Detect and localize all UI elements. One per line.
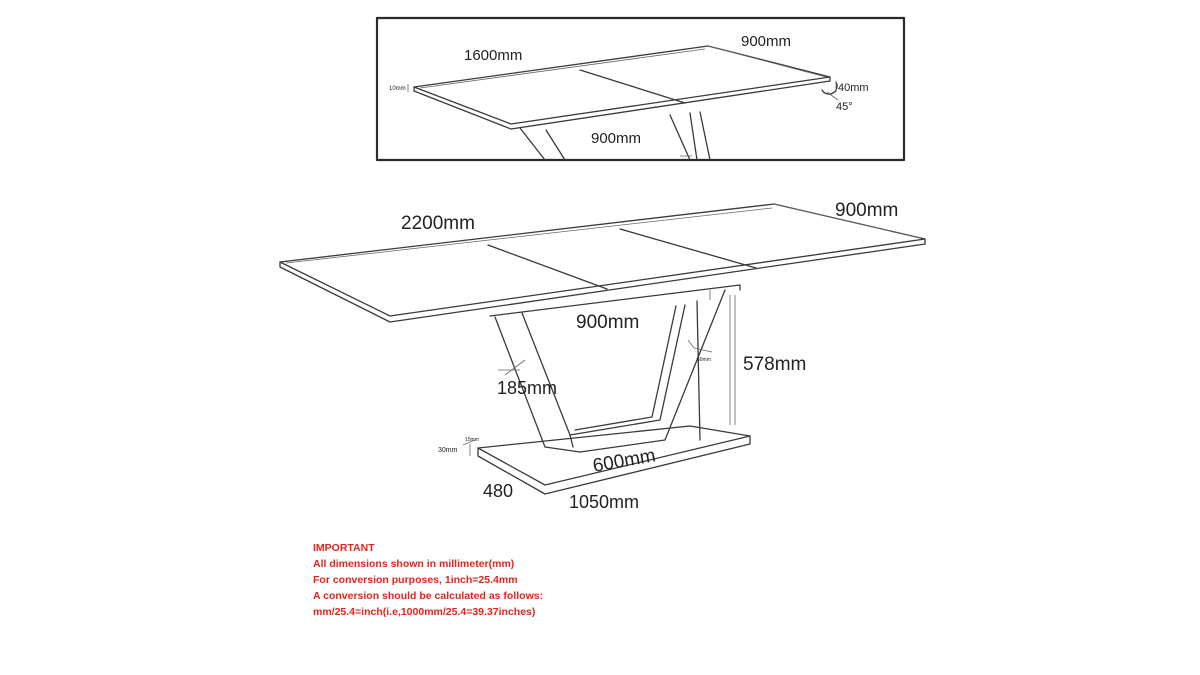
inset-width-label: 900mm <box>741 33 792 50</box>
notes-heading: IMPORTANT <box>313 542 375 554</box>
notes-line-formula: mm/25.4=inch(i.e,1000mm/25.4=39.37inches) <box>313 606 536 618</box>
important-notes <box>313 540 543 620</box>
main-view <box>280 200 925 512</box>
main-base-plate-label: 600mm <box>591 445 658 477</box>
notes-line-units: All dimensions shown in millimeter(mm) <box>313 558 515 570</box>
main-height-label: 578mm <box>743 354 807 375</box>
inset-view <box>377 18 904 160</box>
main-depth-label: 480 <box>483 481 514 501</box>
main-plinth-length-label: 1050mm <box>569 492 640 512</box>
inset-length-label: 1600mm <box>464 47 523 64</box>
main-base-top-label: 900mm <box>576 312 640 333</box>
main-plinth-detail-label: 15mm <box>465 437 479 443</box>
main-tabletop <box>280 204 925 322</box>
inset-base-label: 900mm <box>591 130 642 147</box>
main-leg-label: 185mm <box>497 378 558 398</box>
main-plinth-thickness-label: 30mm <box>438 447 458 454</box>
inset-top-thickness-label: 10mm <box>389 86 406 92</box>
main-leg-detail-label: 60mm <box>697 357 711 363</box>
inset-edge-label: 40mm <box>838 82 869 94</box>
main-width-label: 900mm <box>835 200 899 221</box>
main-length-label: 2200mm <box>401 213 475 234</box>
notes-line-conversion: For conversion purposes, 1inch=25.4mm <box>313 574 518 586</box>
inset-angle-label: 45° <box>836 101 853 113</box>
notes-line-calculation: A conversion should be calculated as follows: <box>313 590 544 602</box>
